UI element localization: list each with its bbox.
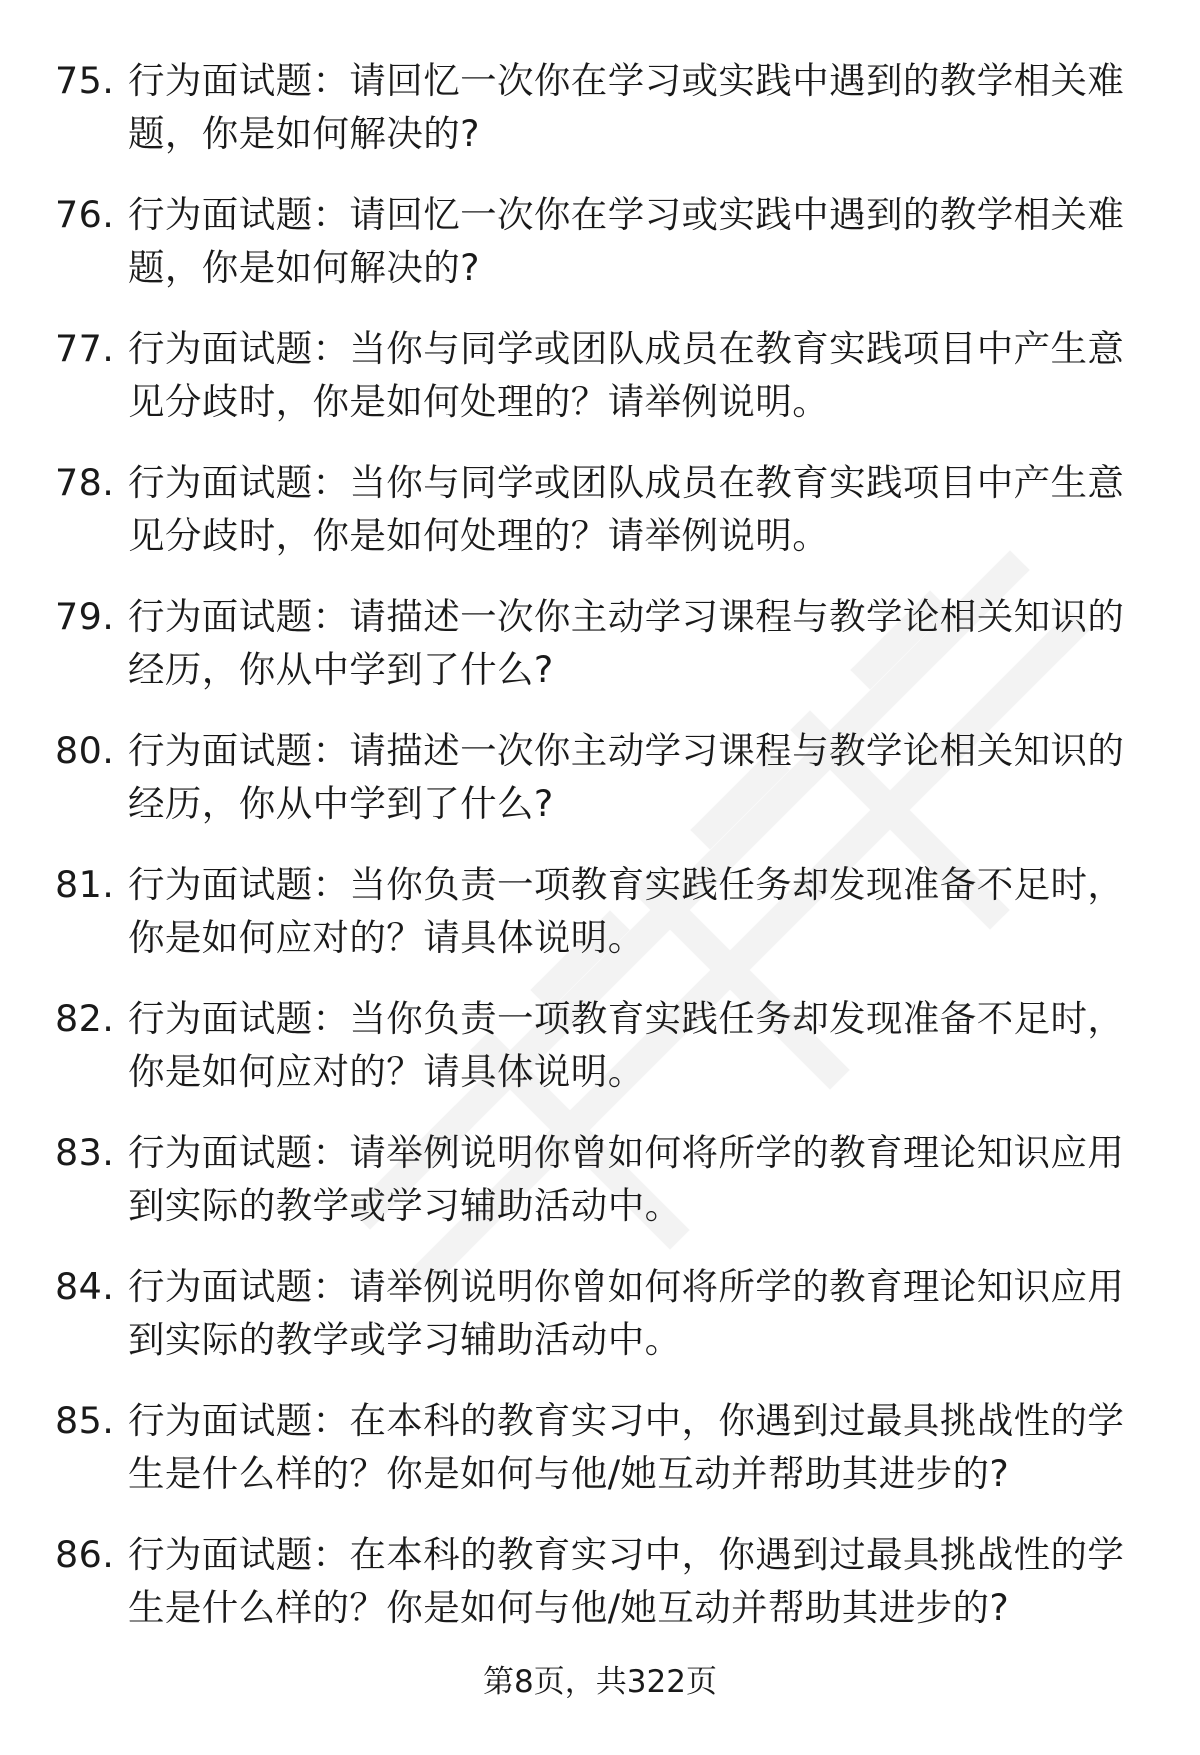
question-text: 行为面试题：请描述一次你主动学习课程与教学论相关知识的经历，你从中学到了什么?: [128, 595, 1125, 691]
question-number: 75.: [55, 59, 115, 102]
question-text: 行为面试题：请回忆一次你在学习或实践中遇到的教学相关难题，你是如何解决的?: [128, 193, 1125, 289]
question-number: 83.: [55, 1131, 115, 1174]
question-text: 行为面试题：在本科的教育实习中，你遇到过最具挑战性的学生是什么样的？你是如何与他/她互动并帮助其进步的?: [128, 1399, 1125, 1495]
question-text: 行为面试题：在本科的教育实习中，你遇到过最具挑战性的学生是什么样的？你是如何与他/她互动并帮助其进步的?: [128, 1533, 1125, 1629]
question-number: 78.: [55, 461, 115, 504]
question-item: [55, 858, 1145, 992]
question-item: [55, 322, 1145, 456]
question-number: 85.: [55, 1399, 115, 1442]
question-item: [55, 456, 1145, 590]
question-text: 行为面试题：请举例说明你曾如何将所学的教育理论知识应用到实际的教学或学习辅助活动中。: [128, 1131, 1125, 1227]
question-item: [55, 1394, 1145, 1528]
question-item: [55, 54, 1145, 188]
question-text: 行为面试题：当你与同学或团队成员在教育实践项目中产生意见分歧时，你是如何处理的？请举例说明。: [128, 327, 1125, 423]
question-number: 82.: [55, 997, 115, 1040]
page-footer: 第8页，共322页: [483, 1664, 717, 1700]
question-item: [55, 590, 1145, 724]
question-item: [55, 724, 1145, 858]
question-text: 行为面试题：当你负责一项教育实践任务却发现准备不足时，你是如何应对的？请具体说明。: [128, 997, 1125, 1093]
question-number: 80.: [55, 729, 115, 772]
question-text: 行为面试题：请描述一次你主动学习课程与教学论相关知识的经历，你从中学到了什么?: [128, 729, 1125, 825]
question-item: [55, 1260, 1145, 1394]
question-item: [55, 992, 1145, 1126]
question-number: 76.: [55, 193, 115, 236]
question-number: 81.: [55, 863, 115, 906]
question-text: 行为面试题：当你负责一项教育实践任务却发现准备不足时，你是如何应对的？请具体说明。: [128, 863, 1125, 959]
question-number: 84.: [55, 1265, 115, 1308]
question-item: [55, 1126, 1145, 1260]
question-list: [55, 54, 1145, 1662]
question-number: 79.: [55, 595, 115, 638]
question-text: 行为面试题：请回忆一次你在学习或实践中遇到的教学相关难题，你是如何解决的?: [128, 59, 1125, 155]
question-number: 86.: [55, 1533, 115, 1576]
question-text: 行为面试题：当你与同学或团队成员在教育实践项目中产生意见分歧时，你是如何处理的？请举例说明。: [128, 461, 1125, 557]
question-number: 77.: [55, 327, 115, 370]
question-text: 行为面试题：请举例说明你曾如何将所学的教育理论知识应用到实际的教学或学习辅助活动中。: [128, 1265, 1125, 1361]
question-item: [55, 188, 1145, 322]
question-item: [55, 1528, 1145, 1662]
